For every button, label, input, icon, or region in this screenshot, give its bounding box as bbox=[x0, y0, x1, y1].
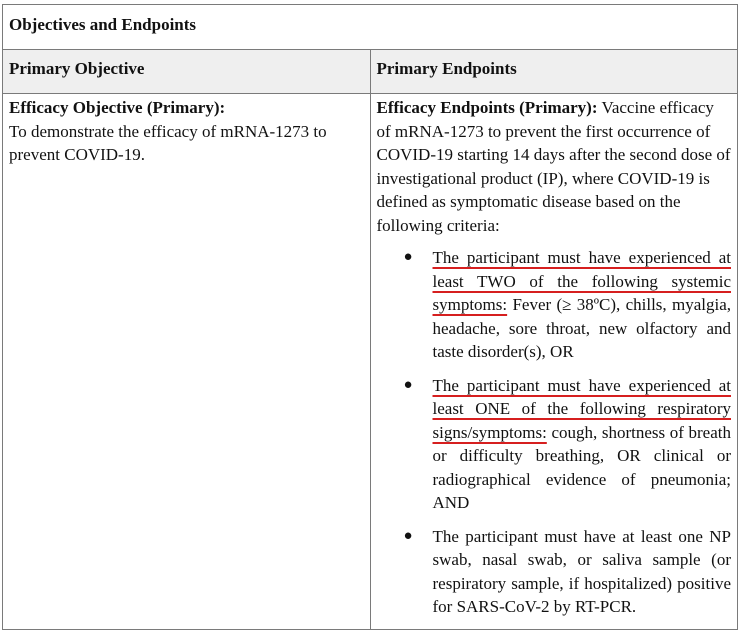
objectives-endpoints-table bbox=[2, 4, 738, 630]
endpoints-intro bbox=[377, 96, 732, 237]
efficacy-endpoints-text: Vaccine efficacy of mRNA-1273 to prevent the first occurrence of COVID-19 starting 14 days after the second dose of investigational product (IP), where COVID-19 is defined as symptomatic disease based on the following criteria: bbox=[376, 98, 731, 235]
objective-cell bbox=[3, 94, 371, 630]
efficacy-endpoints-label: Efficacy Endpoints (Primary): bbox=[376, 98, 598, 117]
criterion-item bbox=[377, 374, 732, 515]
body-row bbox=[3, 94, 738, 630]
primary-endpoints-header: Primary Endpoints bbox=[370, 50, 738, 94]
efficacy-objective-text: To demonstrate the efficacy of mRNA-1273 to prevent COVID-19. bbox=[9, 121, 327, 164]
caption-row bbox=[3, 5, 738, 50]
criteria-list bbox=[377, 246, 732, 619]
section-title: Objectives and Endpoints bbox=[3, 5, 738, 50]
header-row bbox=[3, 50, 738, 94]
criterion-item bbox=[377, 246, 732, 364]
criterion-highlight: The participant must have experienced at least ONE of the following respiratory signs/symptoms: bbox=[432, 375, 731, 442]
criterion-text: cough, shortness of breath or difficulty breathing, OR clinical or radiographical evidence of pneumonia; AND bbox=[432, 422, 731, 512]
criterion-text: Fever (≥ 38ºC), chills, myalgia, headache, sore throat, new olfactory and taste disorder(s), OR bbox=[432, 295, 731, 361]
criterion-item bbox=[377, 525, 732, 619]
criterion-text: The participant must have at least one NP swab, nasal swab, or saliva sample (or respiratory sample, if hospitalized) positive for SARS-CoV-2 by RT-PCR. bbox=[432, 526, 731, 616]
criterion-highlight: The participant must have experienced at least TWO of the following systemic symptoms: bbox=[432, 248, 731, 314]
efficacy-objective-label: Efficacy Objective (Primary): bbox=[9, 98, 226, 117]
bullet-icon: ● bbox=[403, 527, 413, 544]
endpoints-cell bbox=[370, 94, 738, 630]
primary-objective-header: Primary Objective bbox=[3, 50, 371, 94]
bullet-icon: ● bbox=[403, 376, 413, 393]
bullet-icon: ● bbox=[403, 249, 413, 265]
